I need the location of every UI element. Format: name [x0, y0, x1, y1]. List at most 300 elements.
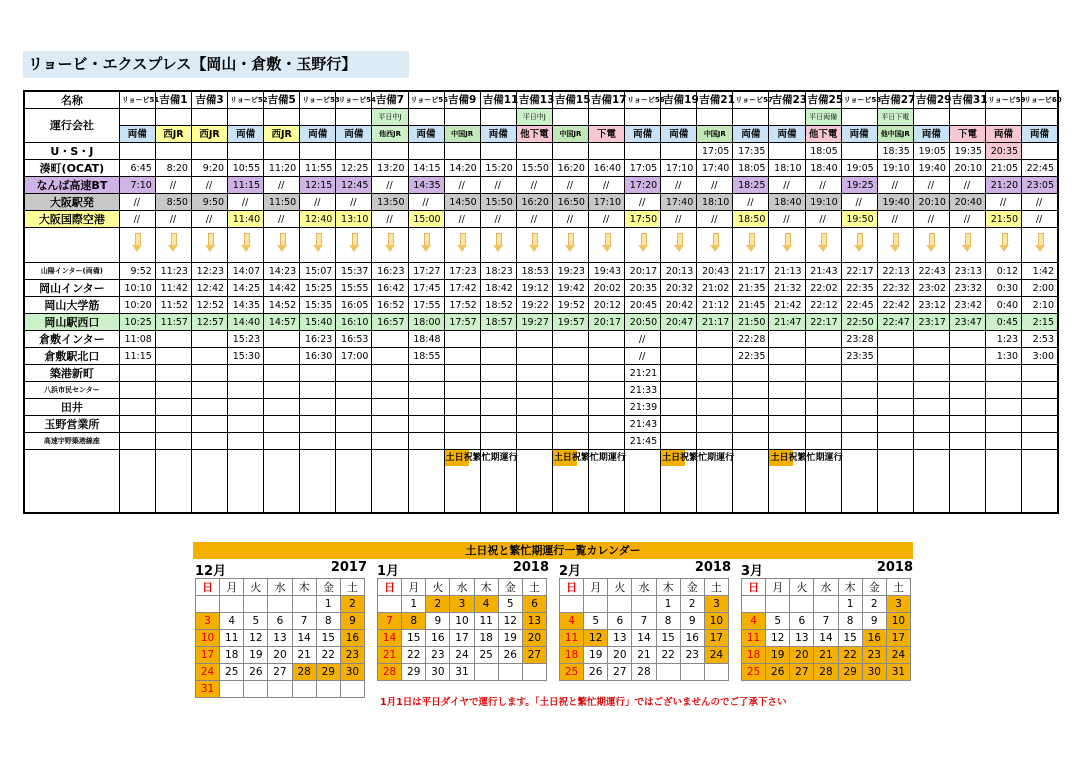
time-cell: 16:30 [300, 348, 336, 365]
arrow-cell [805, 228, 841, 263]
time-cell [372, 143, 408, 160]
time-cell: 14:42 [264, 280, 300, 297]
time-cell [733, 382, 769, 399]
operator-cell: 両備 [119, 126, 155, 143]
weekday-label: 日 [742, 579, 766, 596]
operator-sub [300, 109, 336, 126]
time-cell [949, 365, 985, 382]
time-cell: 19:23 [552, 263, 588, 280]
time-cell: 19:12 [516, 280, 552, 297]
operator-sub [986, 109, 1022, 126]
operator-cell: 中国JR [444, 126, 480, 143]
operator-sub [949, 109, 985, 126]
time-cell [913, 382, 949, 399]
down-arrow-icon [458, 233, 466, 253]
time-cell: 23:42 [949, 297, 985, 314]
calendar-day: 13 [268, 630, 292, 647]
time-cell [119, 416, 155, 433]
time-cell: 22:45 [841, 297, 877, 314]
time-cell: 10:20 [119, 297, 155, 314]
time-cell [228, 382, 264, 399]
time-cell: 21:43 [805, 263, 841, 280]
calendar-month-header [741, 560, 913, 579]
time-cell: 17:05 [625, 160, 661, 177]
calendar-day: 1 [838, 596, 862, 613]
calendar-day: 15 [656, 630, 680, 647]
calendar-day: 30 [340, 664, 364, 681]
time-cell [119, 382, 155, 399]
time-cell [588, 382, 624, 399]
train-name: 吉備23 [769, 91, 805, 109]
time-cell [841, 399, 877, 416]
calendar-day [814, 596, 838, 613]
calendar-day: 14 [378, 630, 402, 647]
time-cell: 14:07 [228, 263, 264, 280]
calendar-day: 25 [474, 647, 498, 664]
time-cell [805, 331, 841, 348]
calendar-day [196, 596, 220, 613]
time-cell [372, 365, 408, 382]
time-cell [408, 433, 444, 450]
time-cell: 22:47 [877, 314, 913, 331]
stop-name: U・S・J [24, 143, 119, 160]
note-cell [300, 450, 336, 514]
time-cell: 17:57 [444, 314, 480, 331]
time-cell: 20:12 [588, 297, 624, 314]
calendar-day: 22 [656, 647, 680, 664]
time-cell [588, 416, 624, 433]
arrow-cell [408, 228, 444, 263]
calendar-day [268, 596, 292, 613]
time-cell: // [697, 177, 733, 194]
calendar-day: 12 [584, 630, 608, 647]
note-cell [444, 450, 518, 514]
down-arrow-icon [350, 233, 358, 253]
time-cell: 11:15 [119, 348, 155, 365]
calendar-day: 27 [608, 664, 632, 681]
time-cell [841, 433, 877, 450]
calendar-day: 21 [632, 647, 656, 664]
time-cell: 21:05 [986, 160, 1022, 177]
calendar-month: 2月 [559, 564, 582, 579]
arrow-cell [1022, 228, 1058, 263]
time-cell: 15:40 [300, 314, 336, 331]
operator-cell: 他下電 [805, 126, 841, 143]
time-cell: 21:17 [697, 314, 733, 331]
time-cell [552, 365, 588, 382]
calendar-day: 12 [244, 630, 268, 647]
weekday-label: 金 [862, 579, 886, 596]
operator-row [24, 126, 1058, 143]
calendar-week-row [378, 647, 547, 664]
stop-row [24, 331, 1058, 348]
time-cell [913, 433, 949, 450]
time-cell: 18:23 [480, 263, 516, 280]
time-cell [877, 399, 913, 416]
time-cell: 18:00 [408, 314, 444, 331]
stop-row [24, 177, 1058, 194]
calendar-day: 9 [426, 613, 450, 630]
down-arrow-icon [675, 233, 683, 253]
time-cell [769, 416, 805, 433]
calendar-day: 27 [268, 664, 292, 681]
calendar-day [340, 681, 364, 698]
time-cell [516, 143, 552, 160]
time-cell: 23:02 [913, 280, 949, 297]
time-cell: 19:43 [588, 263, 624, 280]
time-cell [877, 416, 913, 433]
time-cell: 19:05 [913, 143, 949, 160]
weekend-note: 土日祝繁忙期運行 [553, 450, 577, 466]
train-name: 吉備3 [191, 91, 227, 109]
time-cell: 12:15 [300, 177, 336, 194]
time-cell: // [625, 331, 661, 348]
calendar-day [656, 664, 680, 681]
calendar-day: 11 [220, 630, 244, 647]
operator-cell: 両備 [841, 126, 877, 143]
weekday-label: 火 [790, 579, 814, 596]
operator-cell: 中国JR [697, 126, 733, 143]
time-cell: 20:47 [661, 314, 697, 331]
weekday-label: 月 [402, 579, 426, 596]
time-cell [516, 365, 552, 382]
down-arrow-icon [386, 233, 394, 253]
operator-cell: 中国JR [552, 126, 588, 143]
weekday-label: 火 [426, 579, 450, 596]
calendar-day: 4 [474, 596, 498, 613]
time-cell [155, 382, 191, 399]
operator-sub [155, 109, 191, 126]
time-cell: 0:30 [986, 280, 1022, 297]
weekday-label: 金 [316, 579, 340, 596]
calendar-day: 10 [886, 613, 910, 630]
time-cell: 20:35 [625, 280, 661, 297]
time-cell [913, 365, 949, 382]
calendar-day: 6 [608, 613, 632, 630]
time-cell: 22:35 [733, 348, 769, 365]
calendar-week-row [742, 596, 911, 613]
calendar-month-header [559, 560, 731, 579]
down-arrow-icon [855, 233, 863, 253]
time-cell [228, 399, 264, 416]
calendar-day: 17 [450, 630, 474, 647]
time-cell [480, 331, 516, 348]
calendar-day [560, 596, 584, 613]
time-cell: 21:35 [733, 280, 769, 297]
calendar-day: 26 [766, 664, 790, 681]
time-cell [733, 365, 769, 382]
time-cell: // [480, 211, 516, 228]
stop-name: 山陽インター(両備) [24, 263, 119, 280]
time-cell [444, 143, 480, 160]
time-cell: 19:05 [841, 160, 877, 177]
calendar-day: 23 [340, 647, 364, 664]
time-cell [588, 433, 624, 450]
time-cell [300, 382, 336, 399]
calendar-day: 15 [838, 630, 862, 647]
calendar-day: 29 [316, 664, 340, 681]
calendar-day: 23 [426, 647, 450, 664]
calendar-week-row [378, 664, 547, 681]
time-cell [697, 382, 733, 399]
time-cell [733, 399, 769, 416]
calendar-day [790, 596, 814, 613]
operator-cell: 両備 [769, 126, 805, 143]
time-cell: // [516, 177, 552, 194]
operator-sub [191, 109, 227, 126]
time-cell: // [372, 177, 408, 194]
time-cell [1022, 143, 1058, 160]
time-cell: // [769, 177, 805, 194]
time-cell: 22:35 [841, 280, 877, 297]
time-cell: // [625, 194, 661, 211]
time-cell [1022, 399, 1058, 416]
operator-sub [552, 109, 588, 126]
time-cell [697, 416, 733, 433]
stop-name: 大阪駅発 [24, 194, 119, 211]
time-cell [264, 143, 300, 160]
time-cell: // [228, 194, 264, 211]
calendar-day: 20 [268, 647, 292, 664]
time-cell: 12:57 [191, 314, 227, 331]
time-cell: 12:23 [191, 263, 227, 280]
time-cell [191, 433, 227, 450]
calendar-day: 28 [632, 664, 656, 681]
calendar-week-row [560, 630, 729, 647]
weekday-label: 土 [886, 579, 910, 596]
time-cell: 23:28 [841, 331, 877, 348]
time-cell [372, 433, 408, 450]
operator-cell: 両備 [661, 126, 697, 143]
time-cell [769, 399, 805, 416]
operator-sub [264, 109, 300, 126]
time-cell [697, 365, 733, 382]
calendar-day: 10 [450, 613, 474, 630]
time-cell: 19:10 [877, 160, 913, 177]
time-cell: 8:50 [155, 194, 191, 211]
down-arrow-icon [783, 233, 791, 253]
arrow-cell [480, 228, 516, 263]
time-cell: 22:12 [805, 297, 841, 314]
time-cell: // [913, 211, 949, 228]
time-cell: 21:45 [733, 297, 769, 314]
time-cell: 17:23 [444, 263, 480, 280]
calendar-month-header [377, 560, 549, 579]
time-cell: 23:17 [913, 314, 949, 331]
time-cell: 11:52 [155, 297, 191, 314]
calendar-day: 26 [244, 664, 268, 681]
calendar-day: 25 [220, 664, 244, 681]
time-cell [480, 382, 516, 399]
calendar-day [766, 596, 790, 613]
time-cell [191, 348, 227, 365]
time-cell: 16:20 [552, 160, 588, 177]
calendar-month: 12月 [195, 564, 227, 579]
calendar-day: 5 [498, 596, 522, 613]
time-cell [733, 433, 769, 450]
stop-name: 岡山インター [24, 280, 119, 297]
time-cell: 18:05 [805, 143, 841, 160]
train-name: 吉備21 [697, 91, 733, 109]
time-cell: 13:10 [336, 211, 372, 228]
stop-row [24, 314, 1058, 331]
calendar-day [244, 596, 268, 613]
arrow-cell [155, 228, 191, 263]
arrow-cell [841, 228, 877, 263]
time-cell: 15:30 [228, 348, 264, 365]
note-cell [733, 450, 769, 514]
calendar-day: 4 [560, 613, 584, 630]
time-cell: 23:47 [949, 314, 985, 331]
time-cell: // [480, 177, 516, 194]
time-cell: 19:57 [552, 314, 588, 331]
operator-cell: 下電 [949, 126, 985, 143]
time-cell: 11:42 [155, 280, 191, 297]
time-cell: 20:50 [625, 314, 661, 331]
calendar-week-row [378, 630, 547, 647]
calendar-week-row [196, 647, 365, 664]
calendar-day: 20 [522, 630, 546, 647]
time-cell [1022, 416, 1058, 433]
time-cell [805, 416, 841, 433]
operator-cell: 他西JR [372, 126, 408, 143]
train-name: 吉備9 [444, 91, 480, 109]
train-name: リョービ52 [228, 91, 264, 109]
calendar-day: 28 [378, 664, 402, 681]
time-cell: 12:25 [336, 160, 372, 177]
calendar-day: 18 [560, 647, 584, 664]
arrow-cell [372, 228, 408, 263]
operator-cell: 両備 [1022, 126, 1058, 143]
stop-row [24, 348, 1058, 365]
time-cell: 20:45 [625, 297, 661, 314]
time-cell: 19:27 [516, 314, 552, 331]
time-cell [155, 416, 191, 433]
train-name: リョービ54 [336, 91, 372, 109]
time-cell [444, 382, 480, 399]
note-cell [877, 450, 913, 514]
name-label: 名称 [24, 91, 119, 109]
time-cell: 17:42 [444, 280, 480, 297]
time-cell: // [444, 177, 480, 194]
time-cell [986, 399, 1022, 416]
operator-sub [661, 109, 697, 126]
time-cell [661, 348, 697, 365]
calendar-day: 13 [790, 630, 814, 647]
calendar-week-row [560, 596, 729, 613]
arrow-cell [877, 228, 913, 263]
time-cell [1022, 433, 1058, 450]
time-cell [516, 331, 552, 348]
note-cell [625, 450, 661, 514]
operator-cell: 両備 [336, 126, 372, 143]
time-cell: 1:23 [986, 331, 1022, 348]
calendar-month: 1月 [377, 564, 400, 579]
operator-sub [697, 109, 733, 126]
down-arrow-icon [494, 233, 502, 253]
time-cell [516, 348, 552, 365]
time-cell [805, 399, 841, 416]
time-cell: // [552, 177, 588, 194]
time-cell: // [300, 194, 336, 211]
time-cell [155, 143, 191, 160]
note-cell [372, 450, 408, 514]
calendar-week-row [742, 630, 911, 647]
calendar-day: 5 [244, 613, 268, 630]
calendar-day: 5 [766, 613, 790, 630]
operator-sub [769, 109, 805, 126]
stop-name: 田井 [24, 399, 119, 416]
calendar-day: 3 [196, 613, 220, 630]
weekday-label: 火 [608, 579, 632, 596]
stop-row [24, 416, 1058, 433]
time-cell: 23:32 [949, 280, 985, 297]
time-cell: 15:00 [408, 211, 444, 228]
time-cell [949, 433, 985, 450]
down-arrow-icon [566, 233, 574, 253]
calendar-week-row [378, 596, 547, 613]
down-arrow-icon [422, 233, 430, 253]
time-cell [372, 416, 408, 433]
calendar-day: 17 [704, 630, 728, 647]
time-cell: // [264, 177, 300, 194]
calendar-day: 7 [632, 613, 656, 630]
time-cell [191, 143, 227, 160]
time-cell [841, 382, 877, 399]
stop-name: 岡山大学筋 [24, 297, 119, 314]
train-name: 吉備25 [805, 91, 841, 109]
stop-name: なんば高速BT [24, 177, 119, 194]
stop-row [24, 263, 1058, 280]
time-cell: // [516, 211, 552, 228]
time-cell: 21:17 [733, 263, 769, 280]
time-cell: 14:23 [264, 263, 300, 280]
time-cell: // [588, 211, 624, 228]
arrow-cell [986, 228, 1022, 263]
arrow-cell [336, 228, 372, 263]
operator-cell: 他下電 [516, 126, 552, 143]
weekday-label: 木 [656, 579, 680, 596]
time-cell [769, 382, 805, 399]
weekend-note: 土日祝繁忙期運行 [769, 450, 793, 466]
calendar-day: 1 [402, 596, 426, 613]
time-cell: // [986, 194, 1022, 211]
calendar-day: 2 [340, 596, 364, 613]
weekday-label: 月 [220, 579, 244, 596]
time-cell [769, 348, 805, 365]
time-cell [408, 416, 444, 433]
time-cell: 21:43 [625, 416, 661, 433]
calendar-day: 6 [522, 596, 546, 613]
note-cell [769, 450, 843, 514]
time-cell: 7:10 [119, 177, 155, 194]
time-cell [661, 416, 697, 433]
time-cell: 12:42 [191, 280, 227, 297]
time-cell [155, 433, 191, 450]
calendar-week-row [196, 664, 365, 681]
time-cell [191, 382, 227, 399]
arrow-cell [625, 228, 661, 263]
down-arrow-icon [278, 233, 286, 253]
time-cell [372, 399, 408, 416]
time-cell [661, 331, 697, 348]
calendar-day: 22 [838, 647, 862, 664]
time-cell [913, 399, 949, 416]
time-cell: 20:42 [661, 297, 697, 314]
time-cell: 21:21 [625, 365, 661, 382]
weekday-label: 水 [450, 579, 474, 596]
time-cell: 11:40 [228, 211, 264, 228]
